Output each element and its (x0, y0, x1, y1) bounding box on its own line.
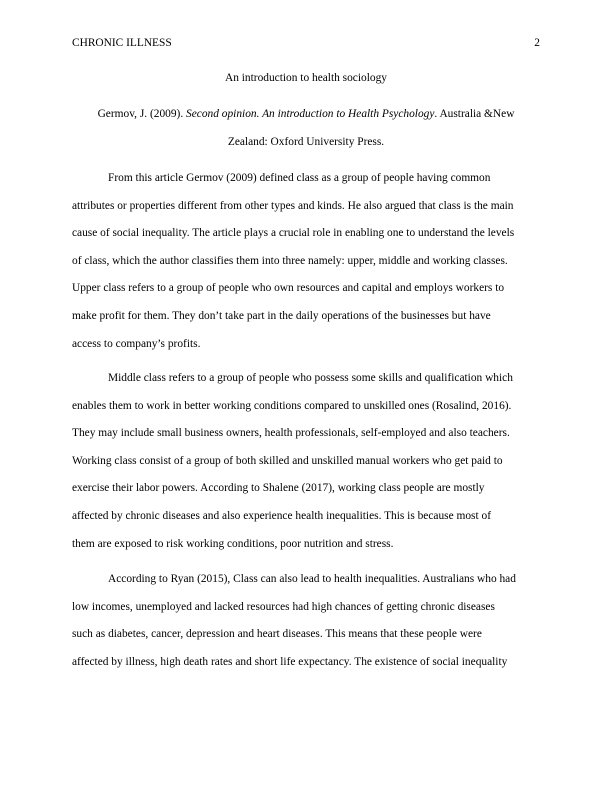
reference-line1-prefix: Germov, J. (2009). (97, 108, 187, 120)
paragraph-line: Upper class refers to a group of people who own resources and capital and employs workers to (72, 282, 505, 295)
paragraph-line: them are exposed to risk working conditions, poor nutrition and stress. (72, 537, 394, 550)
reference-line1-suffix: . Australia &New (434, 108, 515, 120)
paragraph-line: According to Ryan (2015), Class can also lead to health inequalities. Australians who had (108, 573, 516, 585)
paragraph-line: affected by illness, high death rates and short life expectancy. The existence of social inequality (72, 655, 508, 668)
paragraph-line: access to company’s profits. (72, 337, 201, 350)
paragraph-line: From this article Germov (2009) defined class as a group of people having common (108, 172, 491, 184)
document-title: An introduction to health sociology (225, 72, 387, 84)
paragraph-line: enables them to work in better working conditions compared to unskilled ones (Rosalind, 2016). (72, 399, 512, 412)
paragraph-line: They may include small business owners, health professionals, self-employed and also teachers. (72, 427, 510, 440)
reference-citation (72, 100, 540, 156)
reference-line2: Zealand: Oxford University Press. (227, 136, 385, 148)
reference-book-title: Second opinion. An introduction to Health Psychology (186, 108, 435, 120)
paragraph-2 (72, 365, 546, 558)
paragraph-line: make profit for them. They don’t take part in the daily operations of the businesses but have (72, 309, 491, 322)
paragraph-line: attributes or properties different from other types and kinds. He also argued that class is the main (72, 199, 514, 212)
paragraph-line: exercise their labor powers. According to Shalene (2017), working class people are mostly (72, 482, 485, 495)
paragraph-line: such as diabetes, cancer, depression and heart diseases. This means that these people were (72, 628, 482, 641)
paragraph-1 (72, 165, 546, 358)
paragraph-line: of class, which the author classifies them into three namely: upper, middle and working classes. (72, 254, 508, 267)
paragraph-line: cause of social inequality. The article plays a crucial role in enabling one to understand the levels (72, 227, 515, 240)
paragraph-line: affected by chronic diseases and also experience health inequalities. This is because most of (72, 509, 491, 522)
paragraph-line: Working class consist of a group of both skilled and unskilled manual workers who get paid to (72, 454, 503, 467)
paragraph-line: low incomes, unemployed and lacked resources had high chances of getting chronic diseases (72, 600, 495, 613)
paragraph-3 (72, 566, 546, 676)
paragraph-line: Middle class refers to a group of people who possess some skills and qualification which (108, 372, 513, 384)
page-number: 2 (534, 37, 540, 49)
running-head: CHRONIC ILLNESS (72, 37, 172, 49)
